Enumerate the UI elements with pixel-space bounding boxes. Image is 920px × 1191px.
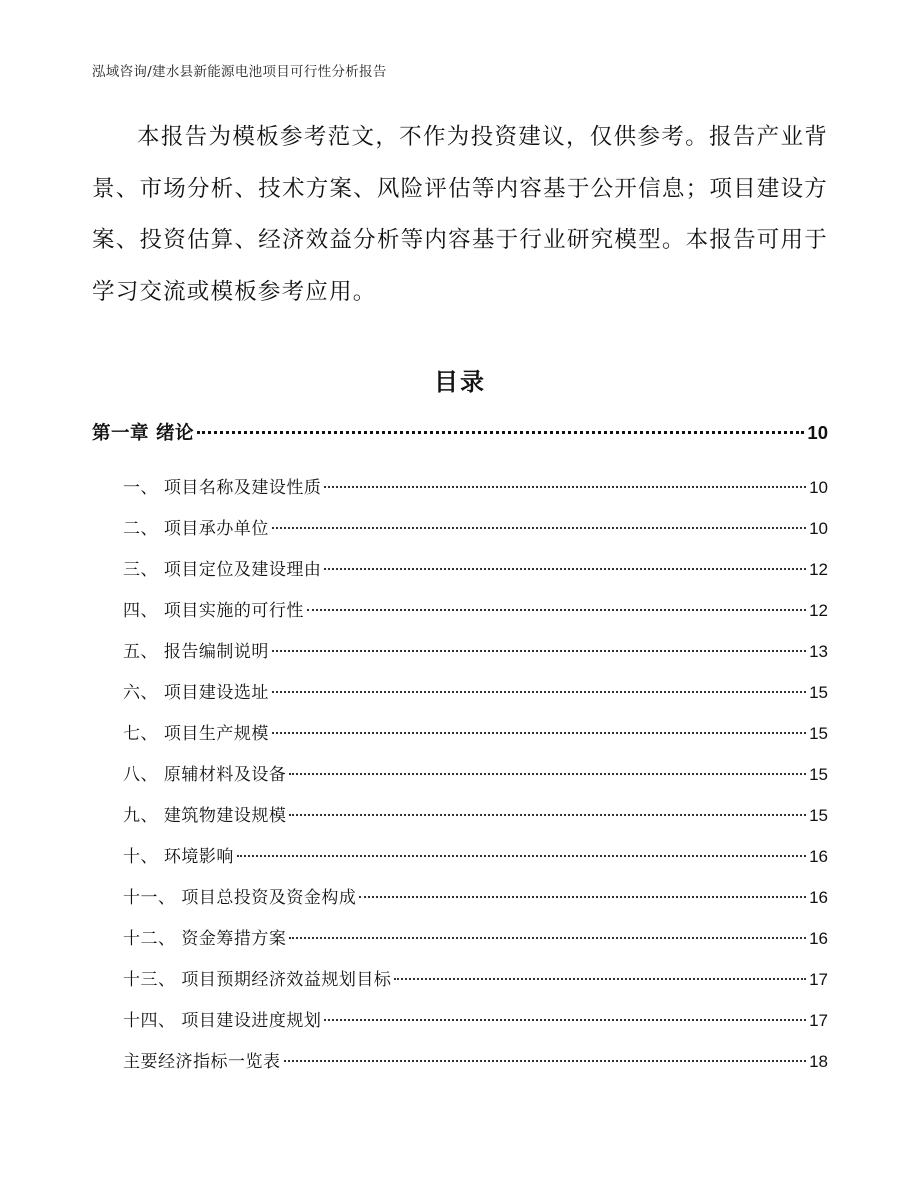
toc-leader-dots — [289, 814, 806, 816]
toc-entry-label: 八、 原辅材料及设备 — [123, 765, 287, 785]
toc-leader-dots — [324, 486, 806, 488]
toc-section-entry[interactable] — [92, 760, 828, 801]
toc-leader-dots — [324, 568, 806, 570]
toc-entry-page: 16 — [809, 888, 828, 907]
toc-leader-dots — [272, 527, 806, 529]
toc-leader-dots — [324, 1019, 806, 1021]
toc-section-entry[interactable] — [92, 924, 828, 965]
toc-entry-label: 三、 项目定位及建设理由 — [123, 560, 322, 580]
toc-section-entry[interactable] — [92, 801, 828, 842]
toc-chapter-entry[interactable] — [92, 419, 828, 473]
toc-entry-page: 13 — [809, 642, 828, 661]
toc-leader-dots — [394, 978, 806, 980]
toc-section-entry[interactable] — [92, 1047, 828, 1088]
toc-section-entry[interactable] — [92, 965, 828, 1006]
toc-leader-dots — [284, 1060, 807, 1062]
toc-leader-dots — [272, 691, 806, 693]
toc-entry-label: 第一章 绪论 — [92, 423, 194, 444]
toc-entry-label: 十三、 项目预期经济效益规划目标 — [123, 970, 392, 990]
toc-leader-dots — [272, 732, 806, 734]
toc-entry-page: 16 — [809, 847, 828, 866]
toc-entry-label: 十二、 资金筹措方案 — [123, 929, 287, 949]
toc-leader-dots — [289, 773, 806, 775]
toc-leader-dots — [359, 896, 806, 898]
toc-leader-dots — [289, 937, 806, 939]
toc-entry-label: 六、 项目建设选址 — [123, 683, 269, 703]
toc-entry-label: 十一、 项目总投资及资金构成 — [123, 888, 357, 908]
toc-entry-label: 四、 项目实施的可行性 — [123, 601, 304, 621]
toc-section-entry[interactable] — [92, 842, 828, 883]
running-header: 泓域咨询/建水县新能源电池项目可行性分析报告 — [92, 64, 387, 80]
toc-entry-page: 10 — [809, 519, 828, 538]
toc-section-entry[interactable] — [92, 473, 828, 514]
toc-entry-page: 15 — [809, 765, 828, 784]
toc-entry-page: 15 — [809, 724, 828, 743]
toc-section-entry[interactable] — [92, 719, 828, 760]
toc-leader-dots — [237, 855, 806, 857]
toc-entry-page: 10 — [807, 422, 828, 443]
toc-entry-page: 16 — [809, 929, 828, 948]
toc-entry-page: 18 — [809, 1052, 828, 1071]
toc-section-entry[interactable] — [92, 637, 828, 678]
toc-entry-label: 一、 项目名称及建设性质 — [123, 478, 322, 498]
toc-entry-label: 九、 建筑物建设规模 — [123, 806, 287, 826]
table-of-contents — [92, 419, 828, 1088]
toc-entry-label: 主要经济指标一览表 — [123, 1052, 281, 1072]
toc-section-entry[interactable] — [92, 555, 828, 596]
toc-section-entry[interactable] — [92, 514, 828, 555]
toc-entry-page: 15 — [809, 806, 828, 825]
toc-section-entry[interactable] — [92, 1006, 828, 1047]
toc-entry-page: 12 — [809, 601, 828, 620]
toc-section-entry[interactable] — [92, 596, 828, 637]
toc-leader-dots — [272, 650, 806, 652]
toc-entry-label: 五、 报告编制说明 — [123, 642, 269, 662]
toc-entry-label: 十四、 项目建设进度规划 — [123, 1011, 322, 1031]
toc-entry-page: 10 — [809, 478, 828, 497]
toc-section-entry[interactable] — [92, 678, 828, 719]
toc-leader-dots — [307, 609, 806, 611]
toc-entry-page: 12 — [809, 560, 828, 579]
toc-entry-page: 17 — [809, 970, 828, 989]
toc-entry-label: 七、 项目生产规模 — [123, 724, 269, 744]
toc-entry-label: 十、 环境影响 — [123, 847, 234, 867]
toc-entry-page: 17 — [809, 1011, 828, 1030]
toc-entry-label: 二、 项目承办单位 — [123, 519, 269, 539]
intro-paragraph: 本报告为模板参考范文，不作为投资建议，仅供参考。报告产业背景、市场分析、技术方案、风险评估等内容基于公开信息；项目建设方案、投资估算、经济效益分析等内容基于行业研究模型。本报告可用于学习交流或模板参考应用。 — [92, 124, 828, 305]
toc-section-entry[interactable] — [92, 883, 828, 924]
toc-leader-dots — [197, 431, 804, 434]
toc-title: 目录 — [434, 368, 486, 396]
toc-entry-page: 15 — [809, 683, 828, 702]
